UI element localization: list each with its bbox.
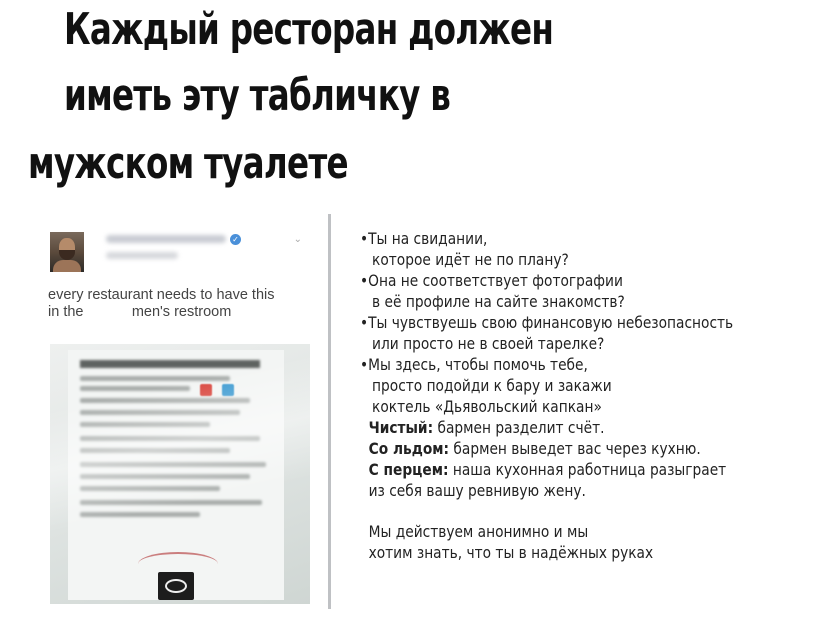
sign-photo <box>50 344 310 604</box>
closing-line-2: хотим знать, что ты в надёжных руках <box>368 543 654 562</box>
bullet-4-line-1: •Мы здесь, чтобы помочь тебе, <box>360 355 588 374</box>
bullet-1-line-1: •Ты на свидании, <box>360 229 488 248</box>
option-on-ice <box>360 438 747 459</box>
headline-line-3: мужском туалете <box>28 138 348 189</box>
option-pepper <box>360 459 747 480</box>
bullet-2-line-2: в её профиле на сайте знакомств? <box>372 292 625 311</box>
bullet-4-line-3: коктель «Дьявольский капкан» <box>372 397 602 416</box>
option-neat-text: бармен разделит счёт. <box>433 418 605 437</box>
bullet-1-line-2: которое идёт не по плану? <box>372 250 569 269</box>
tweet-text <box>48 287 316 321</box>
tweet-text-part-3: men's restroom <box>131 304 232 320</box>
option-neat <box>360 417 747 438</box>
translation-text <box>360 228 747 563</box>
option-pepper-continued: из себя вашу ревнивую жену. <box>368 481 586 500</box>
option-pepper-label: С перцем: <box>368 460 449 479</box>
avatar <box>50 232 84 272</box>
bullet-3-line-1: •Ты чувствуешь свою финансовую небезопасность <box>360 313 734 332</box>
divider <box>328 214 331 609</box>
blurred-username <box>106 235 226 243</box>
tweet-text-line-1: every restaurant needs to have this <box>48 287 275 303</box>
verified-badge-icon: ✓ <box>230 234 241 245</box>
option-on-ice-label: Со льдом: <box>368 439 450 458</box>
closing-line-1: Мы действуем анонимно и мы <box>368 522 589 541</box>
tweet-screenshot <box>42 222 322 612</box>
chevron-down-icon: ⌄ <box>293 234 302 245</box>
option-pepper-text: наша кухонная работница разыграет <box>448 460 727 479</box>
headline-line-1: Каждый ресторан должен <box>64 4 554 55</box>
bullet-2-line-1: •Она не соответствует фотографии <box>360 271 623 290</box>
option-on-ice-text: бармен выведет вас через кухню. <box>449 439 701 458</box>
option-neat-label: Чистый: <box>368 418 434 437</box>
blurred-handle <box>106 252 178 259</box>
headline-line-2: иметь эту табличку в <box>64 70 451 121</box>
bullet-4-line-2: просто подойди к бару и закажи <box>372 376 612 395</box>
tweet-text-part-2: in the <box>48 304 84 320</box>
bullet-3-line-2: или просто не в своей тарелке? <box>372 334 605 353</box>
